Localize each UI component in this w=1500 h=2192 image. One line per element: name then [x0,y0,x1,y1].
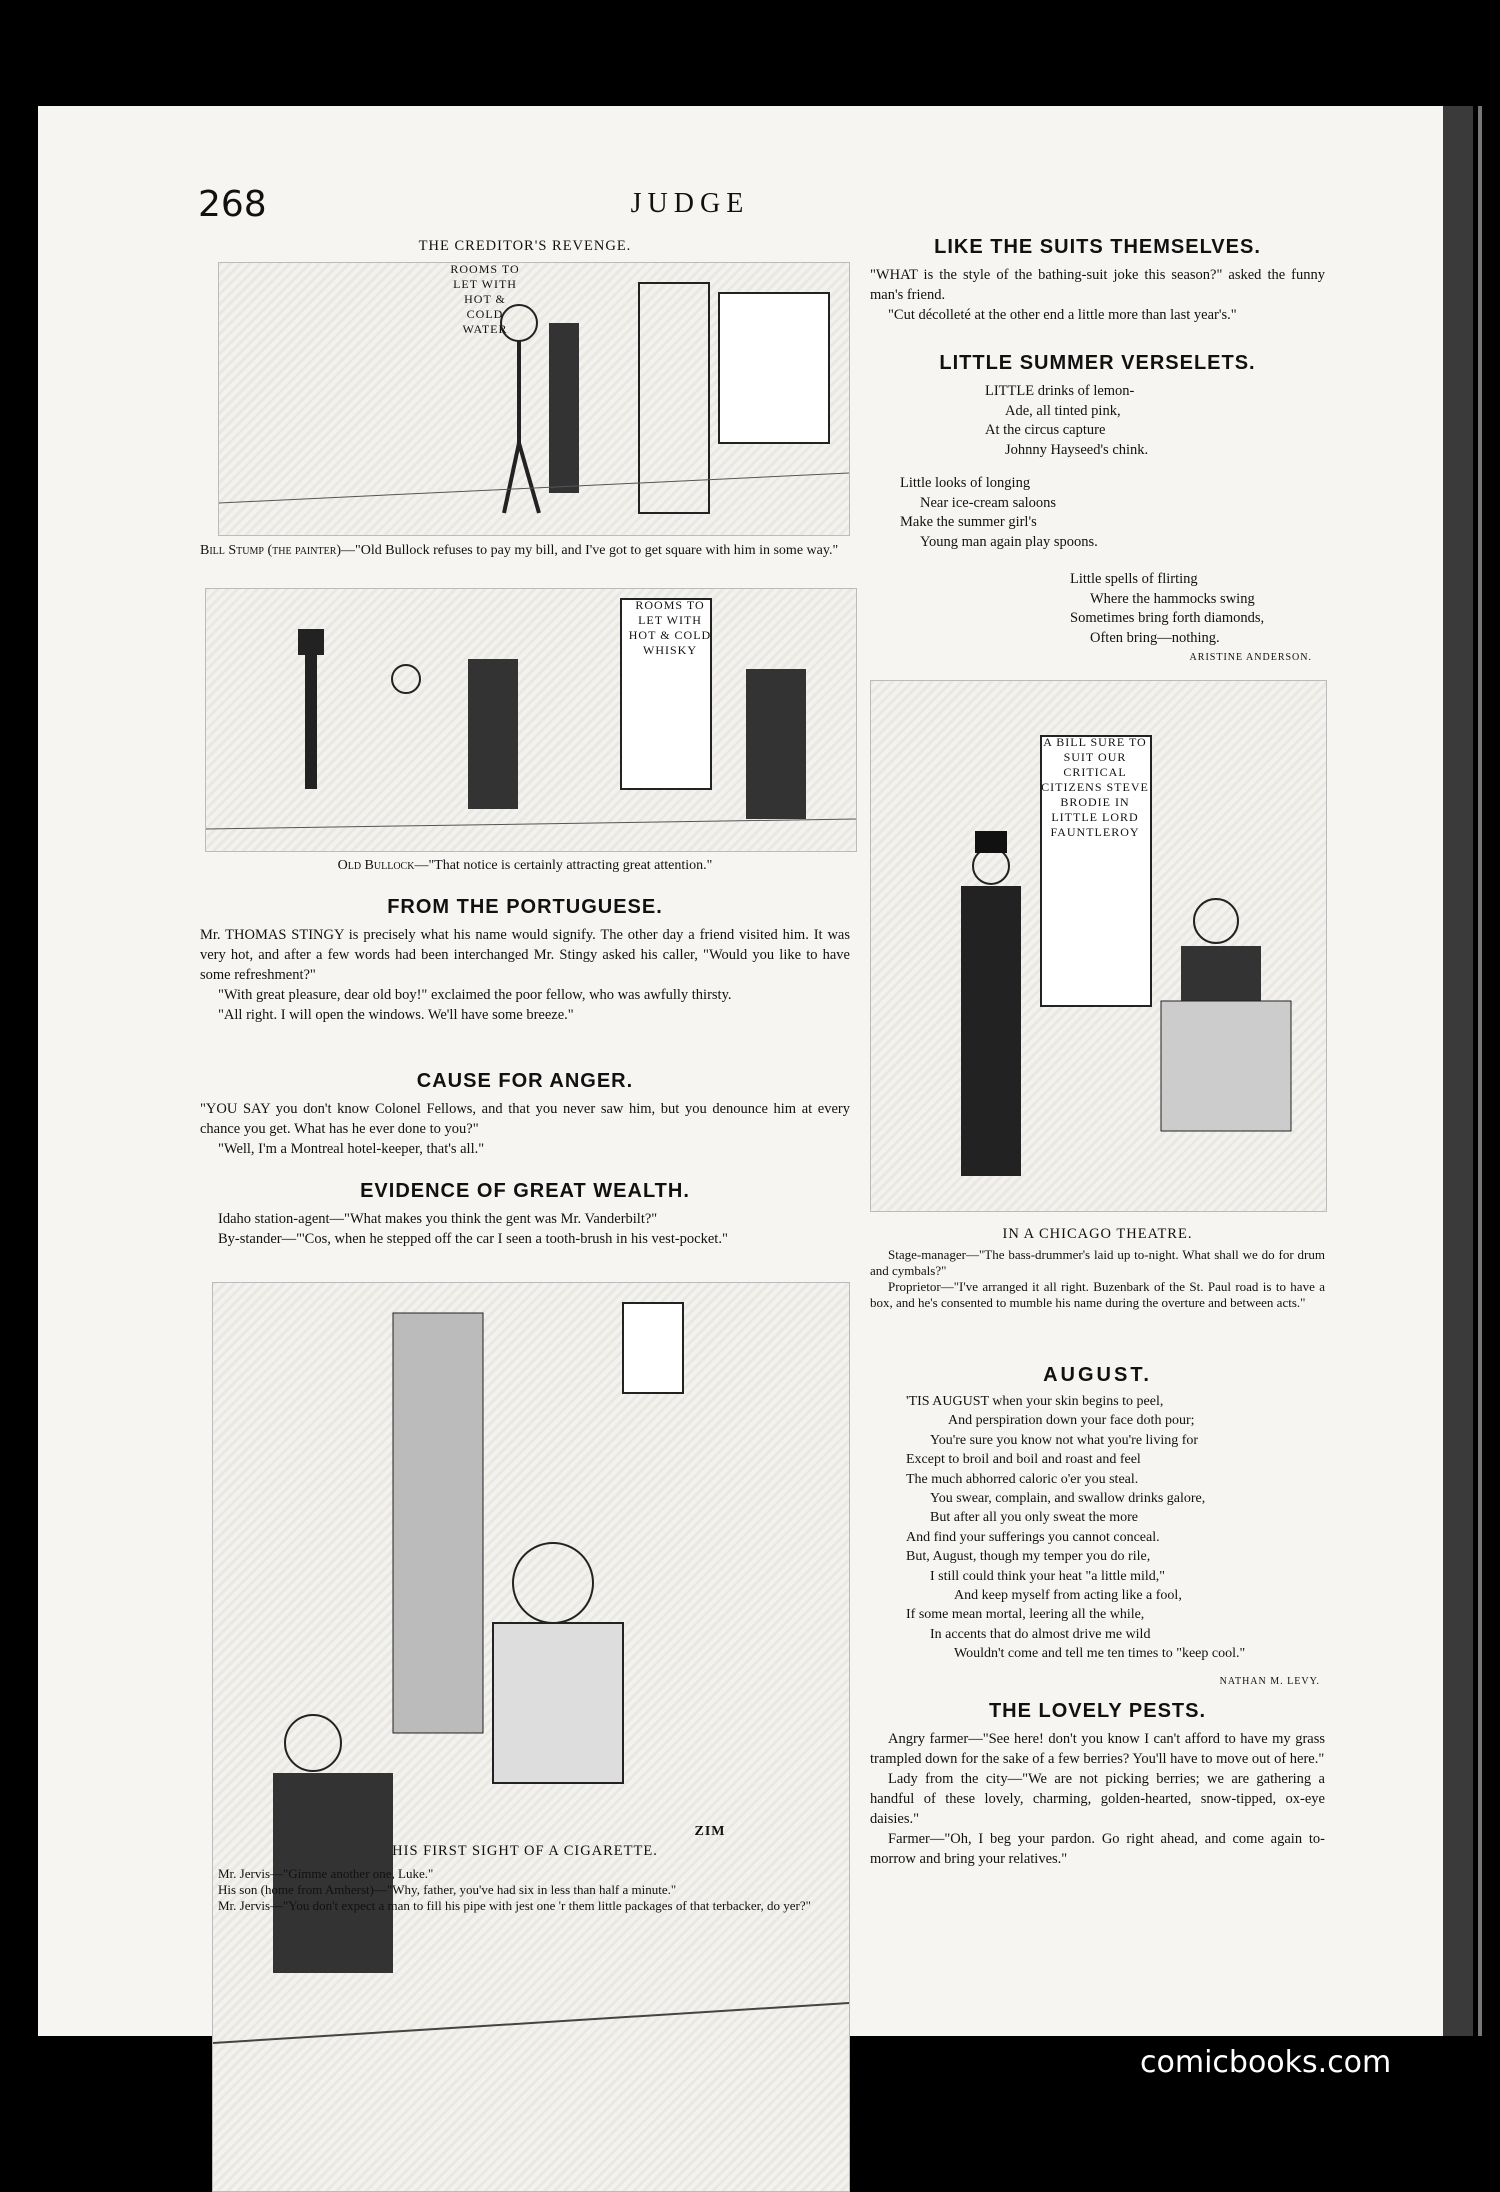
pests-paragraph: Lady from the city—"We are not picking berries; we are gathering a handful of these lovely, charming, golden-hearted, snow-tipped, ox-eye daisies." [870,1771,1325,1827]
cartoon-rooms-to-let [205,588,857,852]
cartoon2-caption-text: —"That notice is certainly attracting great attention." [414,858,713,873]
verse-line: Wouldn't come and tell me ten times to "keep cool." [954,1646,1246,1662]
verse-line: I still could think your heat "a little mild," [930,1568,1166,1584]
pests-paragraph: Farmer—"Oh, I beg your pardon. Go right ahead, and come again to-morrow and bring your relatives." [870,1831,1325,1867]
cartoon3-caption-line: Mr. Jervis—"You don't expect a man to fill his pipe with jest one 'r them little packages of that terbacker, do yer?" [218,1898,811,1913]
verse-line: Ade, all tinted pink, [1005,402,1121,419]
summer-author: ARISTINE ANDERSON. [1189,652,1312,663]
pests-article [870,1700,1325,1869]
cartoon1-drawing [219,263,849,535]
cartoon3-caption-block [200,1843,850,1914]
verse-line: Young man again play spoons. [920,533,1098,550]
page-number: 268 [198,184,267,225]
summer-stanza-1 [985,382,1148,460]
pests-paragraph: Angry farmer—"See here! don't you know I can't afford to have my grass trampled down for the sake of a few berries? You'll have to move out of here." [870,1731,1325,1767]
portuguese-article [200,896,850,1025]
cartoon1-caption-speaker: Bill Stump (the painter) [200,543,342,558]
suits-paragraph: "Cut décolleté at the other end a little more than last year's." [888,307,1237,323]
summer-stanza-3 [1070,570,1264,648]
verse-line: Where the hammocks swing [1090,590,1255,607]
suits-paragraph: "WHAT is the style of the bathing-suit joke this season?" asked the funny man's friend. [870,267,1325,303]
cartoon4-poster: A BILL SURE TO SUIT OUR CRITICAL CITIZENS STEVE BRODIE IN LITTLE LORD FAUNTLEROY [1041,735,1149,839]
verse-line: You're sure you know not what you're living for [930,1432,1199,1448]
cartoon3-signature: ZIM [694,1824,726,1839]
august-author: NATHAN M. LEVY. [1219,1676,1320,1687]
anger-article [200,1070,850,1159]
cartoon4-caption-line: Proprietor—"I've arranged it all right. Buzenbark of the St. Paul road is to have a box, and he's consented to mumble his name during the overture and between acts." [870,1279,1325,1310]
suits-article [870,236,1325,325]
verse-line: But after all you only sweat the more [930,1510,1138,1526]
cartoon1-title: THE CREDITOR'S REVENGE. [418,238,632,254]
masthead: JUDGE [630,188,750,219]
summer-title: LITTLE SUMMER VERSELETS. [939,352,1256,374]
cartoon2-caption [200,856,850,876]
verse-line: You swear, complain, and swallow drinks galore, [930,1491,1206,1507]
verse-line: At the circus capture [985,422,1106,438]
suits-title: LIKE THE SUITS THEMSELVES. [934,236,1261,258]
summer-verselets [870,352,1325,375]
wealth-article [200,1180,850,1249]
portuguese-paragraph: "All right. I will open the windows. We'll have some breeze." [218,1007,574,1023]
wealth-title: EVIDENCE OF GREAT WEALTH. [360,1180,690,1202]
cartoon3-caption-line: His son (home from Amherst)—"Why, father, you've had six in less than half a minute." [218,1882,677,1897]
page-edge-line [1478,106,1482,2036]
verse-line: Little looks of longing [900,475,1031,491]
cartoon4-caption-block [870,1226,1325,1311]
portuguese-paragraph: Mr. THOMAS STINGY is precisely what his name would signify. The other day a friend visited him. It was very hot, and after a few words had been interchanged Mr. Stingy asked his caller, "Would you like to have some refreshment?" [200,927,850,983]
verse-line: LITTLE drinks of lemon- [985,383,1135,399]
cartoon3-caption-line: Mr. Jervis—"Gimme another one, Luke." [218,1866,434,1881]
cartoon2-sign: ROOMS TO LET WITH HOT & COLD WHISKY [628,598,712,657]
watermark: comicbooks.com [1140,2045,1392,2080]
cartoon-creditors-revenge [218,262,850,536]
verse-line: In accents that do almost drive me wild [930,1626,1151,1642]
cartoon4-caption-line: Stage-manager—"The bass-drummer's laid up to-night. What shall we do for drum and cymbals?" [870,1247,1325,1278]
cartoon4-title: IN A CHICAGO THEATRE. [1002,1226,1193,1242]
august-title: AUGUST. [1043,1364,1152,1386]
anger-paragraph: "YOU SAY you don't know Colonel Fellows, and that you never saw him, but you denounce him at every chance you get. What has he ever done to you?" [200,1101,850,1137]
verse-line: But, August, though my temper you do rile, [906,1549,1151,1565]
verse-line: And perspiration down your face doth pour; [948,1413,1195,1429]
verse-line: Sometimes bring forth diamonds, [1070,610,1265,626]
verse-line: Little spells of flirting [1070,571,1198,587]
cartoon3-drawing [213,1283,849,2191]
page-gutter-shadow [1443,106,1473,2036]
cartoon3-title: HIS FIRST SIGHT OF A CIGARETTE. [392,1843,658,1859]
verse-line: The much abhorred caloric o'er you steal. [906,1471,1139,1487]
verse-line: Near ice-cream saloons [920,494,1057,511]
verse-line: If some mean mortal, leering all the while, [906,1607,1145,1623]
verse-line: Except to broil and boil and roast and feel [906,1452,1141,1468]
wealth-paragraph: Idaho station-agent—"What makes you think the gent was Mr. Vanderbilt?" [218,1211,658,1227]
cartoon-first-cigarette [212,1282,850,2192]
verse-line: And keep myself from acting like a fool, [954,1588,1182,1604]
august-lines [906,1392,1245,1664]
verse-line: Johnny Hayseed's chink. [1005,441,1149,458]
cartoon2-drawing [206,589,856,851]
pests-title: THE LOVELY PESTS. [988,1700,1207,1722]
wealth-paragraph: By-stander—"'Cos, when he stepped off the car I seen a tooth-brush in his vest-pocket." [218,1231,728,1247]
verse-line: 'TIS AUGUST when your skin begins to peel, [906,1394,1164,1409]
left-column [200,238,850,255]
verse-line: And find your sufferings you cannot conceal. [906,1529,1160,1545]
portuguese-paragraph: "With great pleasure, dear old boy!" exclaimed the poor fellow, who was awfully thirsty. [218,987,732,1003]
verse-line: Make the summer girl's [900,514,1037,530]
summer-stanza-2 [900,474,1098,552]
portuguese-title: FROM THE PORTUGUESE. [387,896,663,918]
anger-paragraph: "Well, I'm a Montreal hotel-keeper, that's all." [218,1141,485,1157]
cartoon1-caption [200,542,850,560]
august-poem [870,1364,1325,1387]
cartoon2-caption-speaker: Old Bullock [337,858,415,873]
anger-title: CAUSE FOR ANGER. [416,1070,634,1092]
cartoon1-sign: ROOMS TO LET WITH HOT & COLD WATER [450,262,520,336]
cartoon1-caption-text: —"Old Bullock refuses to pay my bill, and I've got to get square with him in some way." [341,543,839,558]
verse-line: Often bring—nothing. [1090,629,1220,646]
